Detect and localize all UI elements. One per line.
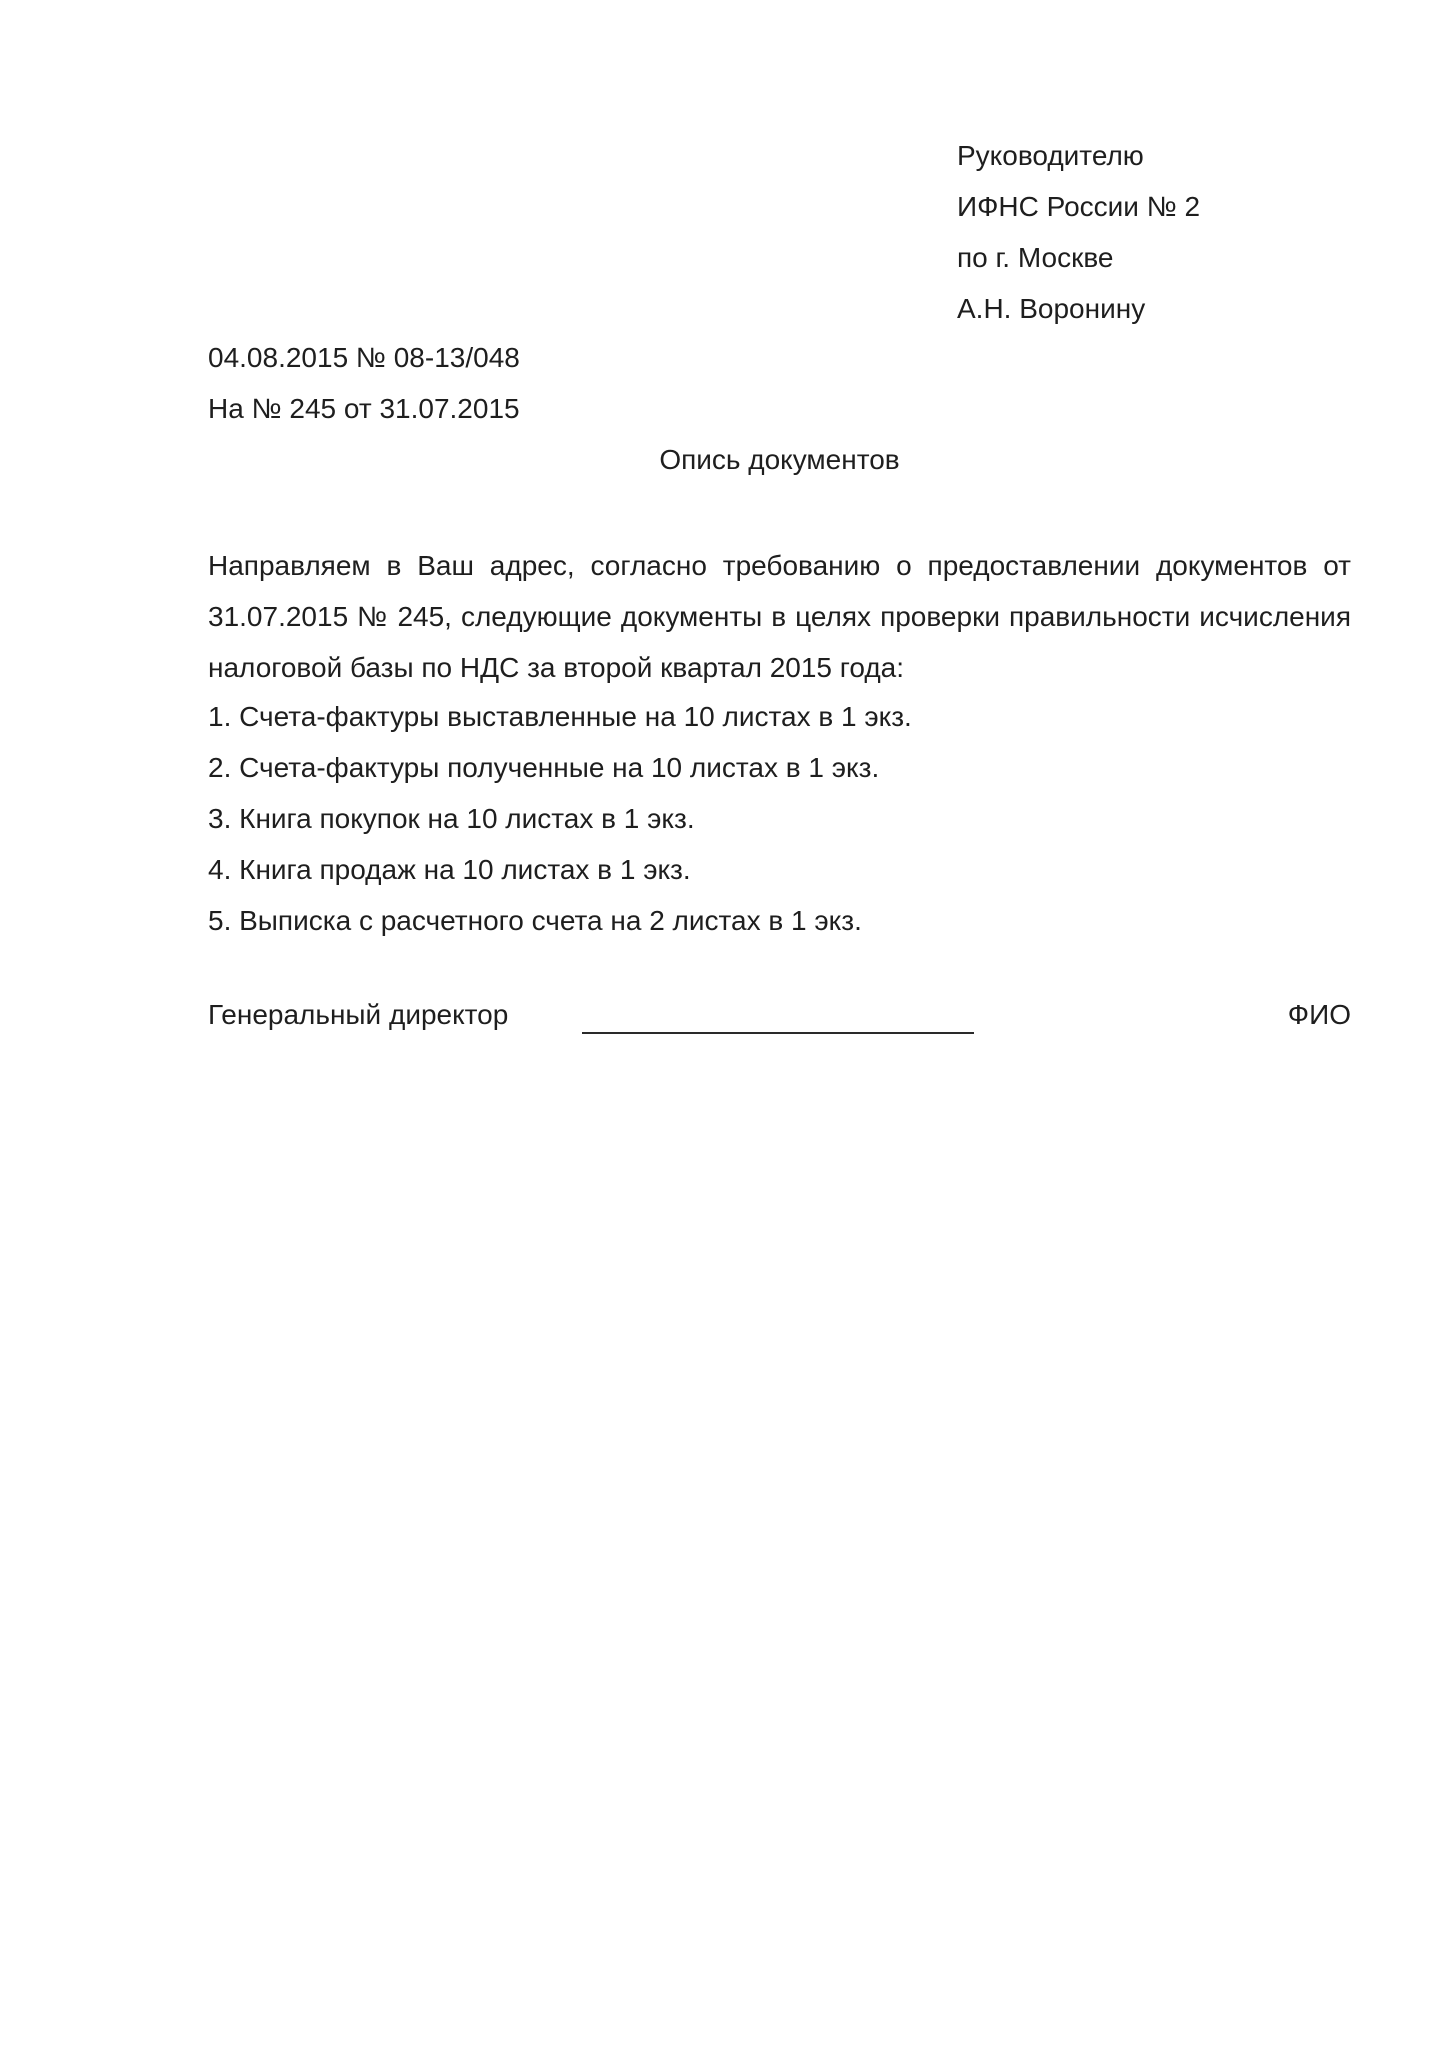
recipient-block	[957, 136, 1377, 340]
list-item: 3. Книга покупок на 10 листах в 1 экз.	[208, 803, 695, 834]
list-item: 4. Книга продаж на 10 листах в 1 экз.	[208, 854, 691, 885]
list-item: 2. Счета-фактуры полученные на 10 листах в 1 экз.	[208, 752, 880, 783]
list-item: 5. Выписка с расчетного счета на 2 листах в 1 экз.	[208, 905, 862, 936]
recipient-line: ИФНС России № 2	[957, 191, 1201, 222]
signer-position: Генеральный директор	[208, 999, 509, 1030]
list-item: 1. Счета-фактуры выставленные на 10 листах в 1 экз.	[208, 701, 912, 732]
in-reply-to-reference: На № 245 от 31.07.2015	[208, 393, 520, 424]
intro-paragraph: Направляем в Ваш адрес, согласно требованию о предоставлении документов от 31.07.2015 № 245, следующие документы в целях проверки правильности исчисления налоговой базы по НДС за второй квартал 2015 года:	[208, 550, 1351, 683]
outgoing-date-number: 04.08.2015 № 08-13/048	[208, 342, 520, 373]
recipient-line: Руководителю	[957, 140, 1144, 171]
document-list	[208, 691, 1351, 946]
document-title: Опись документов	[659, 444, 900, 475]
outgoing-reference-block	[208, 338, 808, 440]
signer-name: ФИО	[1287, 999, 1351, 1030]
recipient-line: по г. Москве	[957, 242, 1114, 273]
signature-block	[208, 995, 1351, 1035]
recipient-line: А.Н. Воронину	[957, 293, 1146, 324]
signature-line	[582, 1032, 974, 1034]
